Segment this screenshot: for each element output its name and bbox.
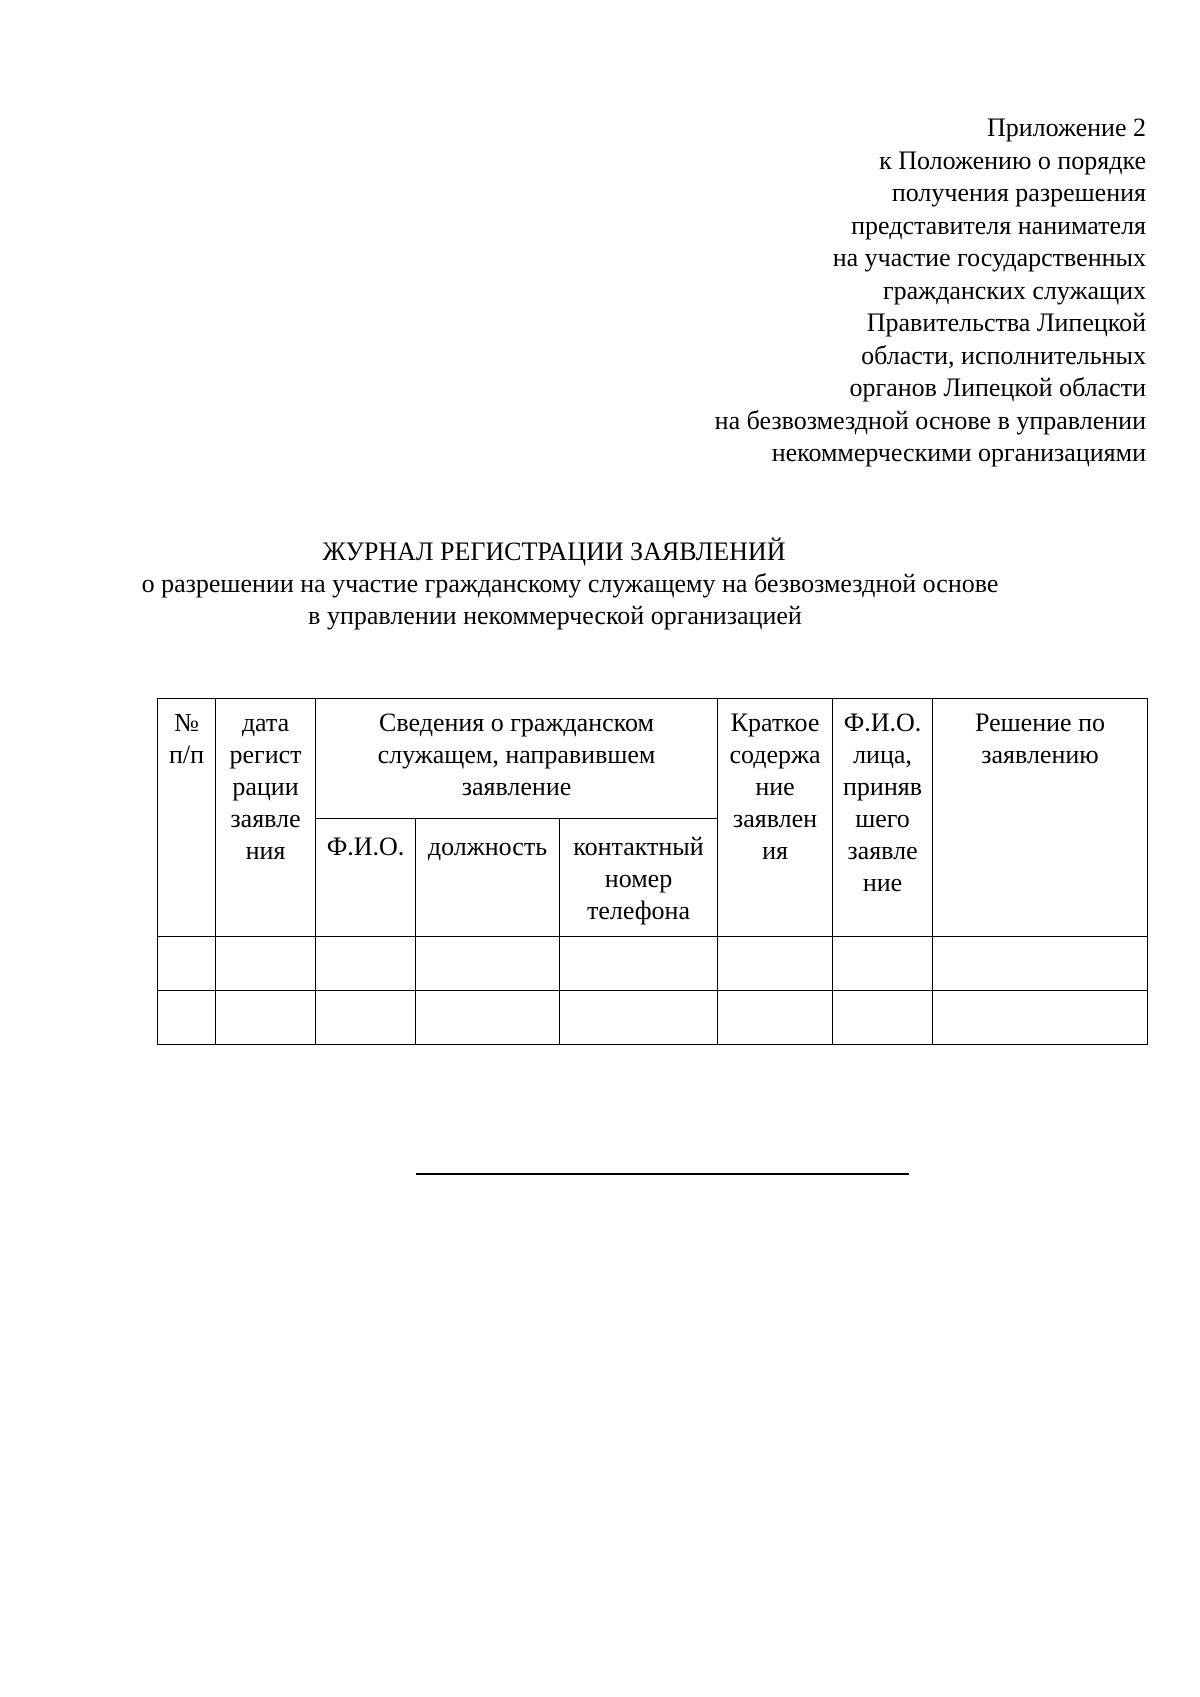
- table-cell[interactable]: [316, 937, 416, 991]
- registration-journal-table: [157, 698, 1148, 1045]
- header-summary: Краткое содержа ние заявлен ия: [718, 699, 833, 937]
- appendix-line: на участие государственных: [832, 243, 1146, 272]
- closing-divider: [416, 1173, 909, 1175]
- appendix-line: органов Липецкой области: [849, 373, 1146, 402]
- appendix-line: к Положению о порядке: [879, 145, 1146, 175]
- table-cell[interactable]: [833, 937, 933, 991]
- header-servant-info: Сведения о гражданском служащем, направившем заявление: [316, 699, 718, 819]
- appendix-line: некоммерческими организациями: [771, 438, 1146, 467]
- document-title: [0, 536, 1200, 632]
- table-cell[interactable]: [316, 991, 416, 1045]
- table-cell[interactable]: [158, 991, 216, 1045]
- appendix-line: на безвозмездной основе в управлении: [714, 405, 1146, 435]
- table-cell[interactable]: [416, 937, 560, 991]
- table-cell[interactable]: [158, 937, 216, 991]
- header-registration-date: дата регист рации заявле ния: [216, 699, 316, 937]
- table-cell[interactable]: [933, 991, 1148, 1045]
- table-cell[interactable]: [560, 937, 718, 991]
- header-number: № п/п: [158, 699, 216, 937]
- appendix-line: гражданских служащих: [882, 275, 1146, 305]
- header-phone: контактный номер телефона: [560, 819, 718, 937]
- table-cell[interactable]: [216, 991, 316, 1045]
- header-position: должность: [416, 819, 560, 937]
- table-row: [158, 991, 1148, 1045]
- table-cell[interactable]: [416, 991, 560, 1045]
- journal-subtitle: о разрешении на участие гражданскому служащему на безвозмездной основе: [141, 569, 999, 598]
- header-receiver: Ф.И.О. лица, приняв шего заявле ние: [833, 699, 933, 937]
- table-cell[interactable]: [833, 991, 933, 1045]
- table-header-row: [158, 699, 1148, 819]
- table-cell[interactable]: [933, 937, 1148, 991]
- header-decision: Решение по заявлению: [933, 699, 1148, 937]
- header-fio: Ф.И.О.: [316, 819, 416, 937]
- table-cell[interactable]: [216, 937, 316, 991]
- appendix-header: [546, 112, 1146, 470]
- appendix-line: области, исполнительных: [861, 340, 1146, 370]
- journal-subtitle-cont: в управлении некоммерческой организацией: [308, 601, 802, 630]
- journal-heading: ЖУРНАЛ РЕГИСТРАЦИИ ЗАЯВЛЕНИЙ: [322, 537, 786, 566]
- appendix-line: Приложение 2: [986, 113, 1146, 142]
- appendix-line: получения разрешения: [891, 178, 1146, 207]
- table-cell[interactable]: [718, 991, 833, 1045]
- appendix-line: представителя нанимателя: [851, 210, 1146, 240]
- table-row: [158, 937, 1148, 991]
- appendix-line: Правительства Липецкой: [866, 308, 1146, 337]
- table-cell[interactable]: [718, 937, 833, 991]
- table-cell[interactable]: [560, 991, 718, 1045]
